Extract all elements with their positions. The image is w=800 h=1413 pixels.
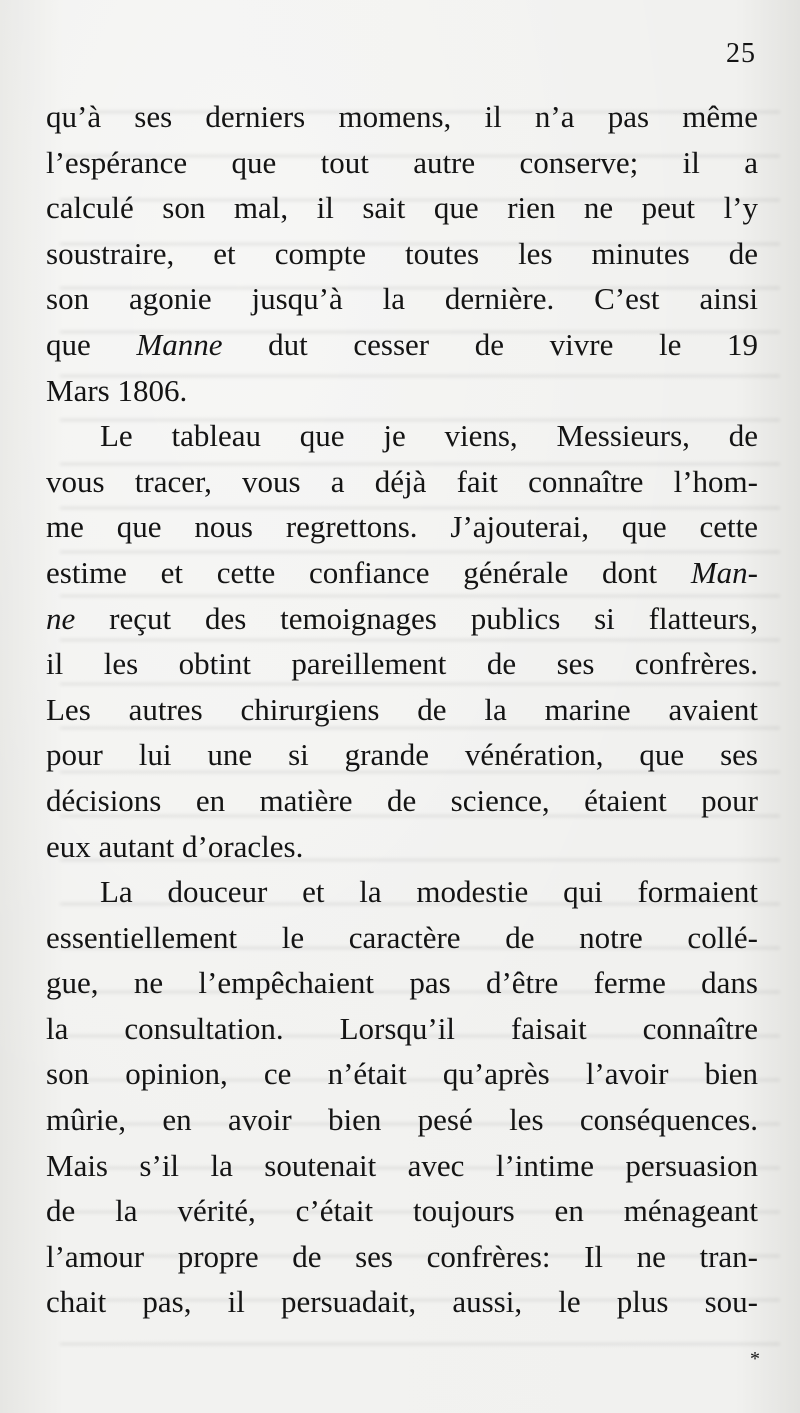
name-manne-part1: Man- xyxy=(690,554,758,590)
name-manne: Manne xyxy=(136,326,223,362)
text-line: Mais s’il la soutenait avec l’intime persuasion xyxy=(46,1147,758,1183)
text-line: il les obtint pareillement de ses confrères. xyxy=(46,646,758,682)
text-line: l’espérance que tout autre conserve; il a xyxy=(46,144,758,180)
text-line: me que nous regrettons. J’ajouterai, que cette xyxy=(46,509,758,545)
name-manne-part2: ne xyxy=(46,600,76,636)
text-line: la consultation. Lorsqu’il faisait connaître xyxy=(46,1010,758,1046)
text-line: vous tracer, vous a déjà fait connaître l’hom- xyxy=(46,463,758,499)
text-line: l’amour propre de ses confrères: Il ne tran- xyxy=(46,1238,758,1274)
text-line: ne reçut des temoignages publics si flatteurs, xyxy=(46,600,758,636)
text-line: Mars 1806. xyxy=(46,372,188,408)
text-line: calculé son mal, il sait que rien ne peut l’y xyxy=(46,190,758,226)
text-line: chait pas, il persuadait, aussi, le plus sou- xyxy=(46,1284,758,1320)
text-line: mûrie, en avoir bien pesé les conséquences. xyxy=(46,1102,758,1138)
text-line: estime et cette confiance générale dont Man- xyxy=(46,554,758,590)
text-line: Les autres chirurgiens de la marine avaient xyxy=(46,691,758,727)
body-text xyxy=(46,94,758,1325)
text-line: son opinion, ce n’était qu’après l’avoir bien xyxy=(46,1056,758,1092)
text-line: décisions en matière de science, étaient pour xyxy=(46,782,758,818)
text-line: eux autant d’oracles. xyxy=(46,828,304,864)
paragraph-first-line: La douceur et la modestie qui formaient xyxy=(100,874,758,910)
text-line: de la vérité, c’était toujours en ménageant xyxy=(46,1193,758,1229)
text-line: essentiellement le caractère de notre collé- xyxy=(46,919,758,955)
text-line: gue, ne l’empêchaient pas d’être ferme dans xyxy=(46,965,758,1001)
signature-mark: * xyxy=(750,1348,760,1370)
paragraph-first-line: Le tableau que je viens, Messieurs, de xyxy=(100,418,758,454)
text-line: soustraire, et compte toutes les minutes de xyxy=(46,235,758,271)
text-line: son agonie jusqu’à la dernière. C’est ainsi xyxy=(46,281,758,317)
page-number: 25 xyxy=(726,38,756,69)
text-line: qu’à ses derniers momens, il n’a pas même xyxy=(46,99,758,134)
text-line: pour lui une si grande vénération, que ses xyxy=(46,737,758,773)
text-line-manne: que Manne dut cesser de vivre le 19 xyxy=(46,326,758,362)
